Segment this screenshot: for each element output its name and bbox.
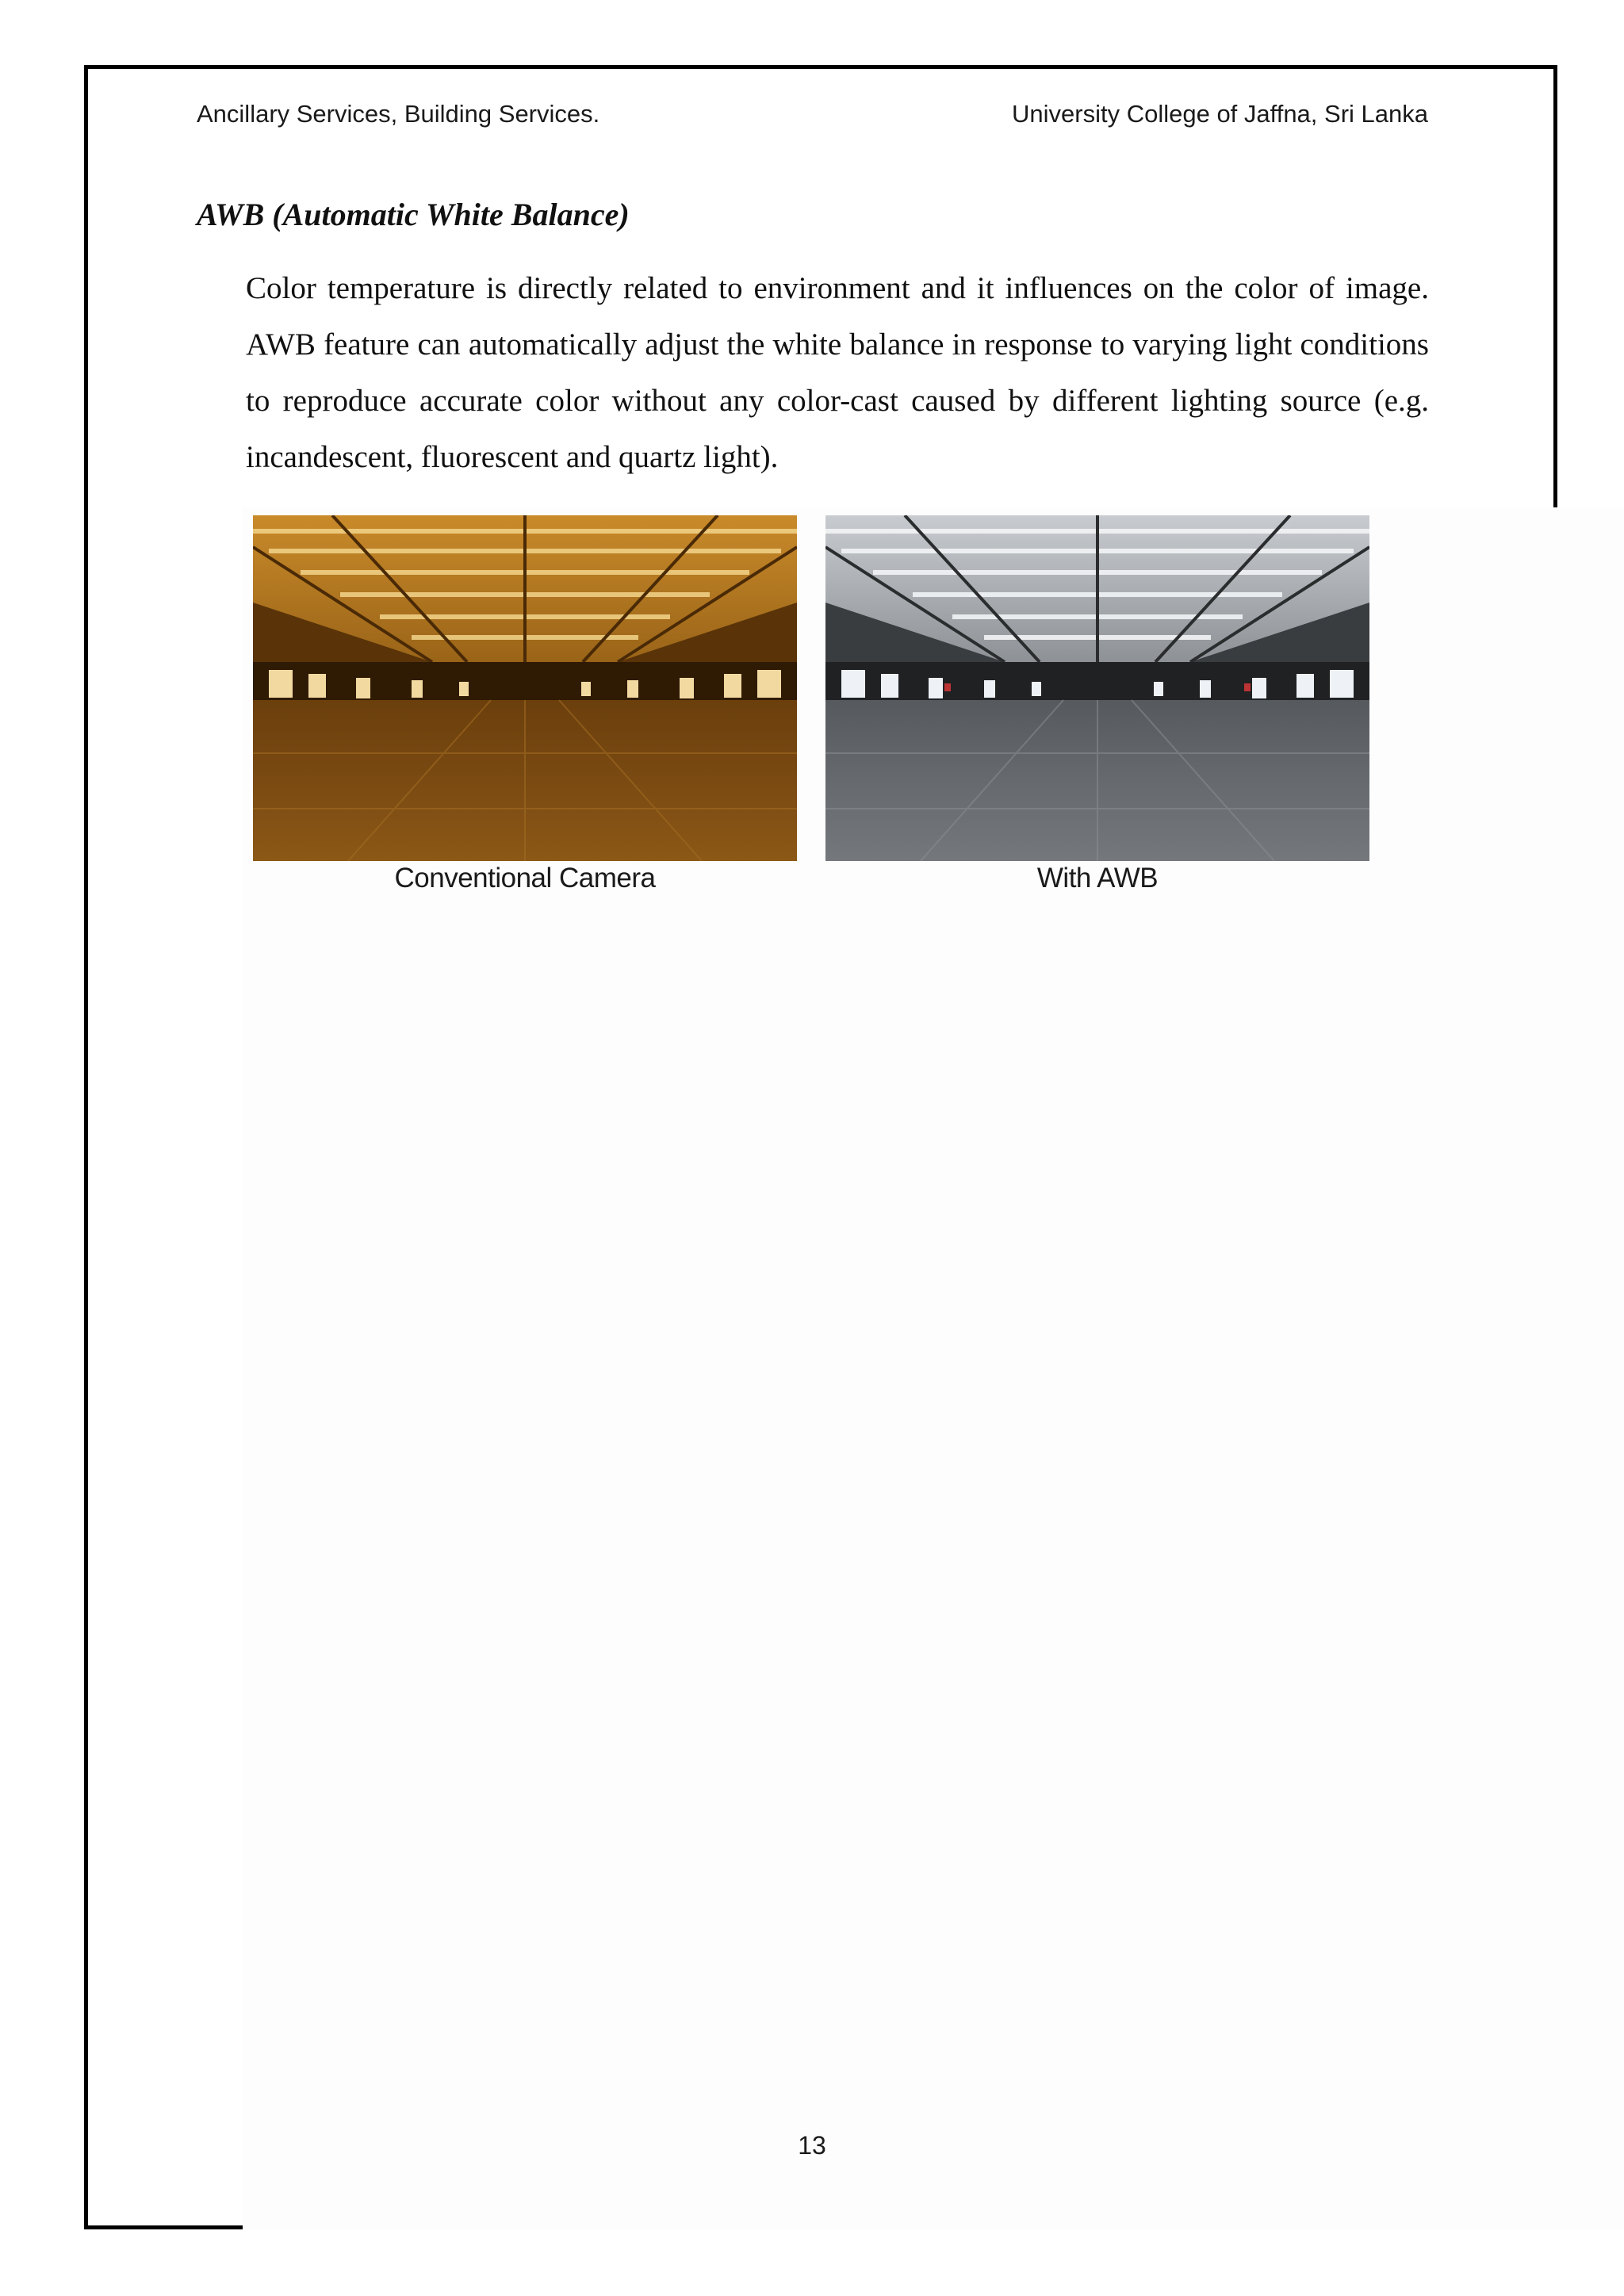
awb-photo xyxy=(825,515,1369,861)
section-heading: AWB (Automatic White Balance) xyxy=(197,197,630,232)
page-number: 13 xyxy=(798,2131,826,2160)
conventional-camera-caption: Conventional Camera xyxy=(394,863,656,894)
running-header-left: Ancillary Services, Building Services. xyxy=(197,100,600,128)
conventional-camera-photo xyxy=(253,515,797,861)
comparison-figure xyxy=(243,507,1624,951)
awb-caption: With AWB xyxy=(1036,863,1159,894)
body-paragraph: Color temperature is directly related to environment and it influences on the color of image. AWB feature can automatically adjust the white balance in response to varying light conditions to reproduce accurate color without any color-cast caused by different lighting source (e.g. incandescent, fluorescent and quartz light). xyxy=(246,271,1429,474)
running-header-right: University College of Jaffna, Sri Lanka xyxy=(1012,100,1428,128)
